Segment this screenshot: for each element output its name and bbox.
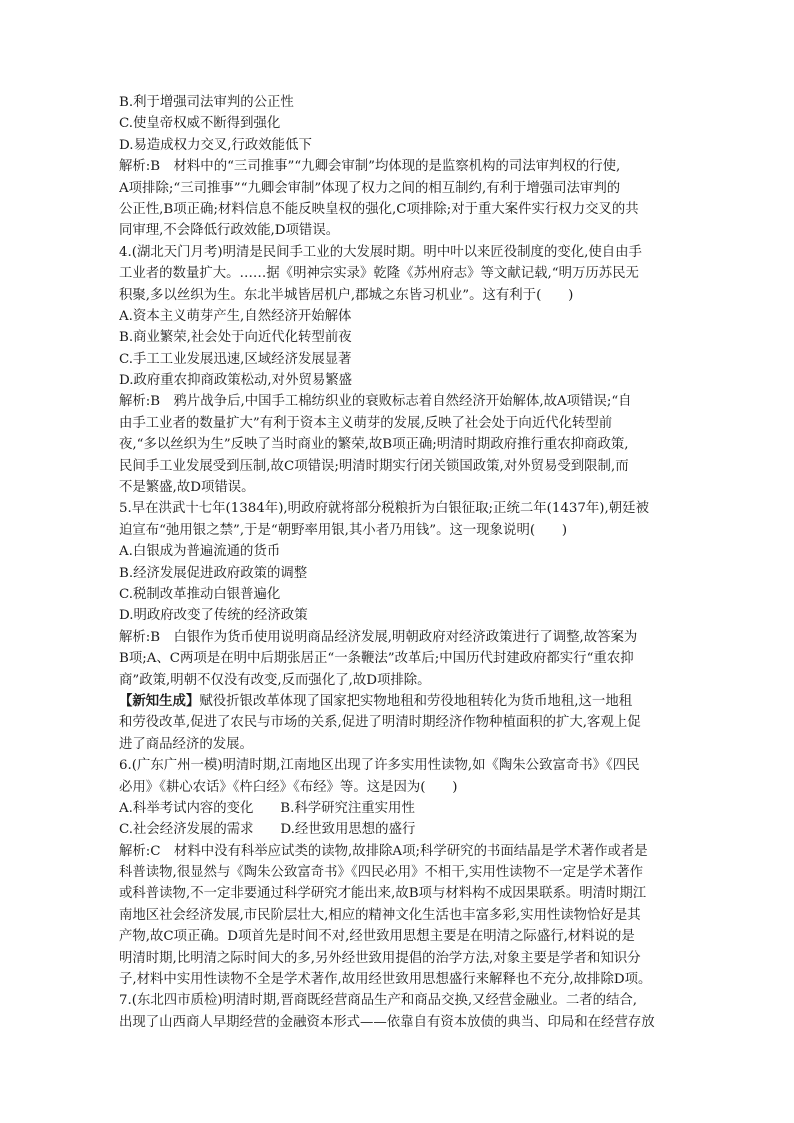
analysis-line: 商”政策,明朝不仅没有改变,反而强化了,故D项排除。 [119, 672, 431, 688]
analysis-line: 民间手工业发展受到压制,故C项错误;明清时期实行闭关锁国政策,对外贸易受到限制,而 [119, 458, 629, 474]
option-line: A.科举考试内容的变化 B.科学研究注重实用性 [119, 800, 415, 816]
analysis-line: A项排除;“三司推事”“九卿会审制”体现了权力之间的相互制约,有利于增强司法审判的 [119, 180, 621, 196]
question-line: 必用》《耕心农话》《杵臼经》《布经》等。这是因为( ) [119, 779, 458, 795]
question-line: 6.(广东广州一模)明清时期,江南地区出现了许多实用性读物,如《陶朱公致富奇书》《四民 [119, 758, 640, 774]
analysis-line: 同审理,不会降低行政效能,D项错误。 [119, 223, 340, 239]
question-line: 积聚,多以丝织为生。东北半城皆居机户,郡城之东皆习机业”。这有利于( ) [119, 287, 574, 303]
analysis-line: 产物,故C项正确。D项首先是时间不对,经世致用思想主要是在明清之际盛行,材料说的是 [119, 929, 635, 945]
new-knowledge-label: 【新知生成】 [119, 692, 200, 709]
option-line: C.税制改革推动白银普遍化 [119, 586, 281, 602]
analysis-line: 或科普读物,不一定非要通过科学研究才能出来,故B项与材料构不成因果联系。明清时期江 [119, 886, 647, 902]
analysis-line: 解析:B 材料中的“三司推事”“九卿会审制”均体现的是监察机构的司法审判权的行使, [119, 159, 621, 175]
question-line: 7.(东北四市质检)明清时期,晋商既经营商品生产和商品交换,又经营金融业。二者的结合, [119, 993, 638, 1009]
question-line: 出现了山西商人早期经营的金融资本形式——依靠自有资本放债的典当、印局和在经营存放 [119, 1014, 655, 1030]
analysis-line: 由手工业者的数量扩大”有利于资本主义萌芽的发展,反映了社会处于向近代化转型前 [119, 415, 613, 431]
analysis-line: 明清时期,比明清之际时间大的多,另外经世致用提倡的治学方法,对象主要是学者和知识分 [119, 950, 641, 966]
analysis-line: 夜,“多以丝织为生”反映了当时商业的繁荣,故B项正确;明清时期政府推行重农抑商政策, [119, 437, 629, 453]
analysis-line: 解析:C 材料中没有科举应试类的读物,故排除A项;科学研究的书面结晶是学术著作或者是 [119, 843, 648, 859]
analysis-line: 解析:B 白银作为货币使用说明商品经济发展,明朝政府对经济政策进行了调整,故答案为 [119, 629, 638, 645]
question-line: 5.早在洪武十七年(1384年),明政府就将部分税粮折为白银征取;正统二年(1437年),朝廷被 [119, 501, 649, 517]
new-knowledge-line: 进了商品经济的发展。 [119, 736, 253, 752]
option-line: B.商业繁荣,社会处于向近代化转型前夜 [119, 330, 352, 346]
option-line: D.明政府改变了传统的经济政策 [119, 608, 308, 624]
analysis-line: 子,材料中实用性读物不全是学术著作,故用经世致用思想盛行来解释也不充分,故排除D项。 [119, 972, 652, 988]
option-line: D.政府重农抑商政策松动,对外贸易繁盛 [119, 373, 353, 389]
question-line: 迫宣布“弛用银之禁”,于是“朝野率用银,其小者乃用钱”。这一现象说明( ) [119, 522, 568, 538]
option-line: D.易造成权力交叉,行政效能低下 [119, 137, 312, 153]
document-page [119, 92, 675, 1033]
analysis-line: 公正性,B项正确;材料信息不能反映皇权的强化,C项排除;对于重大案件实行权力交叉的共 [119, 201, 639, 217]
option-line: A.资本主义萌芽产生,自然经济开始解体 [119, 308, 352, 324]
option-line: C.使皇帝权威不断得到强化 [119, 116, 281, 132]
option-line: B.利于增强司法审判的公正性 [119, 95, 294, 110]
option-line: A.白银成为普遍流通的货币 [119, 544, 281, 560]
analysis-line: B项;A、C两项是在明中后期张居正“一条鞭法”改革后;中国历代封建政府都实行“重农抑 [119, 651, 634, 667]
option-line: B.经济发展促进政府政策的调整 [119, 565, 308, 581]
new-knowledge-line [119, 691, 675, 712]
new-knowledge-line: 和劳役改革,促进了农民与市场的关系,促进了明清时期经济作物种植面积的扩大,客观上促 [119, 715, 641, 731]
question-line: 工业者的数量扩大。……据《明神宗实录》乾隆《苏州府志》等文献记载,“明万历苏民无 [119, 266, 639, 282]
analysis-line: 南地区社会经济发展,市民阶层壮大,相应的精神文化生活也丰富多彩,实用性读物恰好是其 [119, 907, 641, 923]
option-line: C.手工工业发展迅速,区域经济发展显著 [119, 351, 352, 367]
option-line: C.社会经济发展的需求 D.经世致用思想的盛行 [119, 822, 416, 838]
new-knowledge-text: 赋役折银改革体现了国家把实物地租和劳役地租转化为货币地租,这一地租 [199, 693, 633, 709]
question-line: 4.(湖北天门月考)明清是民间手工业的大发展时期。明中叶以来匠役制度的变化,使自由手 [119, 244, 642, 260]
analysis-line: 不是繁盛,故D项错误。 [119, 480, 255, 496]
analysis-line: 解析:B 鸦片战争后,中国手工棉纺织业的衰败标志着自然经济开始解体,故A项错误;“自 [119, 394, 632, 410]
analysis-line: 科普读物,很显然与《陶朱公致富奇书》《四民必用》不相干,实用性读物不一定是学术著作 [119, 865, 644, 881]
